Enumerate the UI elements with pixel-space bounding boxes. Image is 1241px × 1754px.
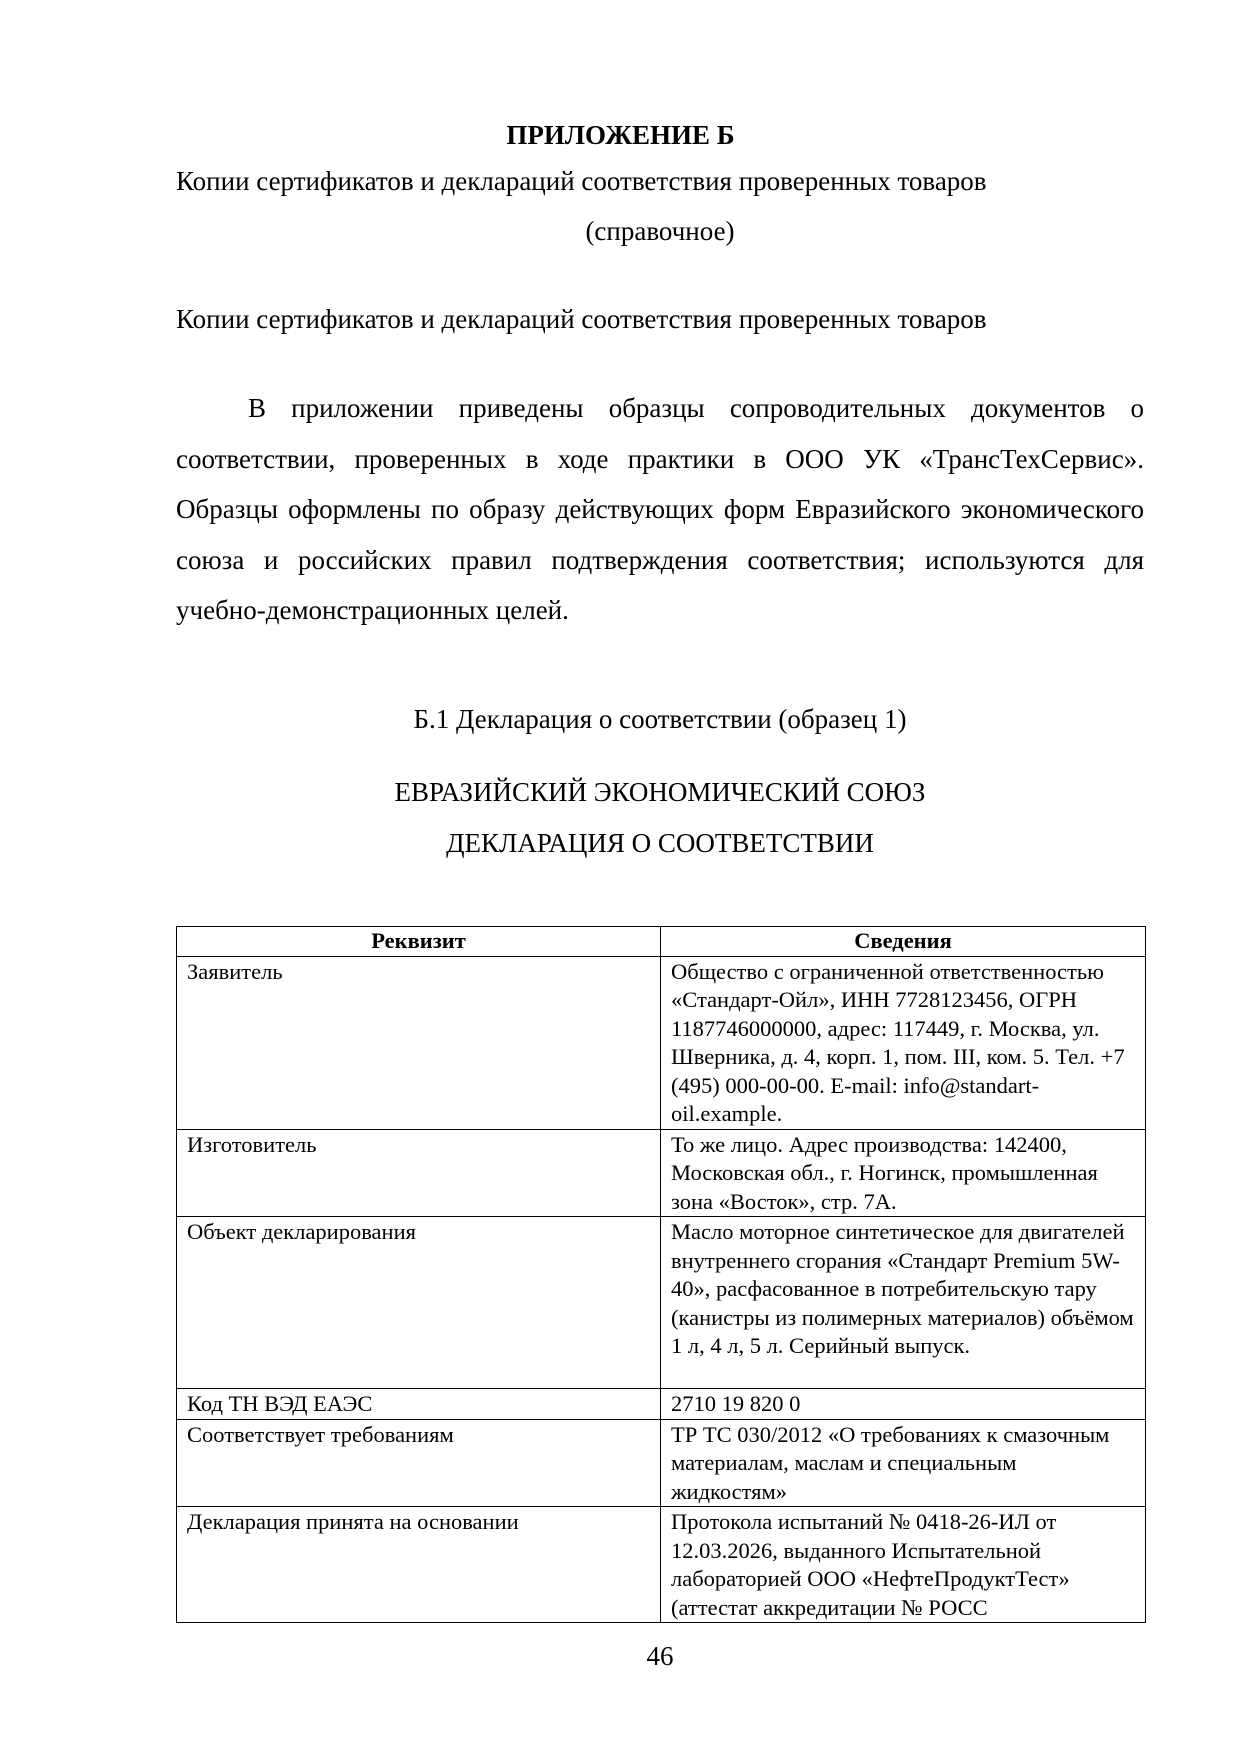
document-header-union: ЕВРАЗИЙСКИЙ ЭКОНОМИЧЕСКИЙ СОЮЗ [394, 777, 926, 807]
table-cell-details: 2710 19 820 0 [661, 1389, 1146, 1420]
intro-paragraph: В приложении приведены образцы сопроводительных документов о соответствии, проверенных в ходе практики в ООО УК «ТрансТехСервис». Образцы оформлены по образу действующих форм Евразийского экономического союза и российских правил подтверждения соответствия; используются для учебно-демонстрационных целей. [176, 393, 1144, 625]
column-header-details: Сведения [661, 927, 1146, 957]
declaration-table [176, 926, 1146, 1623]
section-heading: Копии сертификатов и деклараций соответствия проверенных товаров [176, 304, 987, 334]
table-row [177, 1419, 1146, 1507]
appendix-title: ПРИЛОЖЕНИЕ Б [506, 120, 735, 150]
table-header-row [177, 927, 1146, 957]
appendix-subtitle: Копии сертификатов и деклараций соответствия проверенных товаров [176, 166, 987, 196]
table-cell-requisite: Изготовитель [177, 1129, 661, 1217]
table-row [177, 1507, 1146, 1623]
document-header-declaration: ДЕКЛАРАЦИЯ О СООТВЕТСТВИИ [446, 828, 874, 858]
table-cell-details: Общество с ограниченной ответственностью «Стандарт-Ойл», ИНН 7728123456, ОГРН 1187746000000, адрес: 117449, г. Москва, ул. Шверника, д. 4, корп. 1, пом. III, ком. 5. Тел. +7 (495) 000-00-00. E-mail: info@standart-oil.example. [661, 956, 1146, 1129]
table-cell-details: То же лицо. Адрес производства: 142400, Московская обл., г. Ногинск, промышленная зона «Восток», стр. 7А. [661, 1129, 1146, 1217]
table-row [177, 1217, 1146, 1389]
table-row [177, 1129, 1146, 1217]
table-row [177, 1389, 1146, 1420]
declaration-subheading: Б.1 Декларация о соответствии (образец 1) [413, 704, 907, 734]
table-cell-requisite: Заявитель [177, 956, 661, 1129]
table-cell-requisite: Объект декларирования [177, 1217, 661, 1389]
table-cell-details: Масло моторное синтетическое для двигателей внутреннего сгорания «Стандарт Premium 5W-40», расфасованное в потребительскую тару (канистры из полимерных материалов) объёмом 1 л, 4 л, 5 л. Серийный выпуск. [661, 1217, 1146, 1389]
table-cell-details: ТР ТС 030/2012 «О требованиях к смазочным материалам, маслам и специальным жидкостям» [661, 1419, 1146, 1507]
column-header-requisite: Реквизит [177, 927, 661, 957]
page-number: 46 [646, 1641, 674, 1671]
appendix-note: (справочное) [585, 216, 735, 246]
table-cell-requisite: Код ТН ВЭД ЕАЭС [177, 1389, 661, 1420]
table-cell-requisite: Соответствует требованиям [177, 1419, 661, 1507]
table-row [177, 956, 1146, 1129]
table-cell-details: Протокола испытаний № 0418-26-ИЛ от 12.03.2026, выданного Испытательной лабораторией ООО «НефтеПродуктТест» (аттестат аккредитации № РОСС [661, 1507, 1146, 1623]
table-cell-requisite: Декларация принята на основании [177, 1507, 661, 1623]
